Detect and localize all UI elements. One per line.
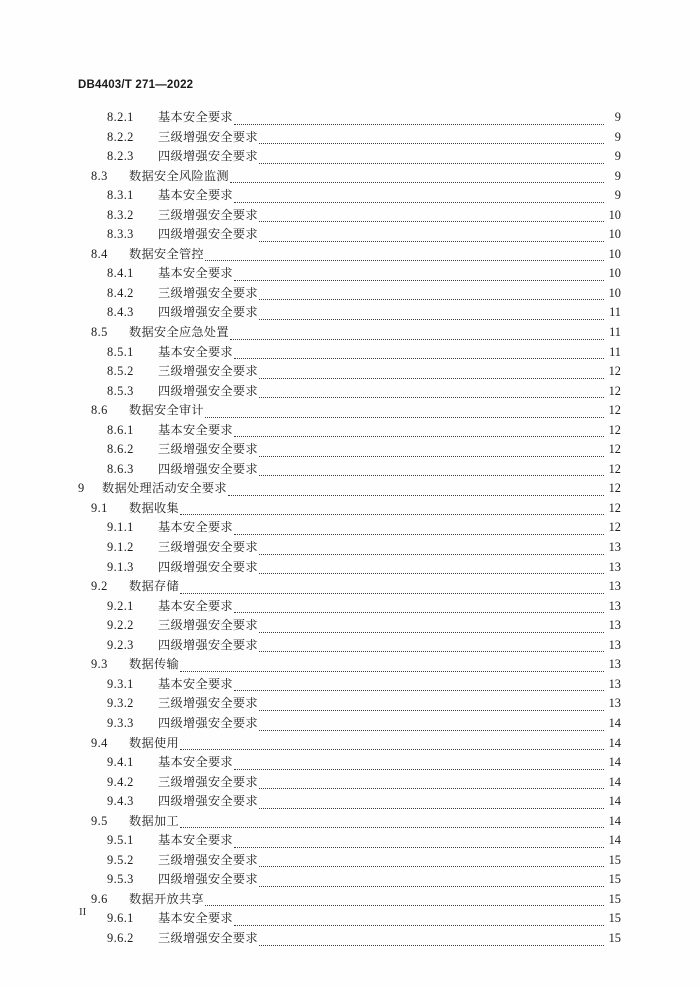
- toc-entry-number: 9.6: [91, 891, 108, 906]
- toc-entry-number: 9.1.3: [107, 559, 134, 574]
- toc-dot-leader: [259, 702, 604, 714]
- toc-dot-leader: [259, 878, 604, 890]
- toc-entry-page-number: 12: [608, 481, 621, 496]
- toc-entry-title: 数据使用: [129, 735, 179, 750]
- toc-entry-number: 9.5.1: [107, 833, 134, 848]
- toc-dot-leader: [228, 487, 604, 499]
- toc-dot-leader: [205, 252, 604, 264]
- toc-entry[interactable]: [0, 460, 700, 480]
- toc-dot-leader: [259, 155, 604, 167]
- toc-entry-page-number: 13: [608, 696, 621, 711]
- toc-dot-leader: [180, 741, 604, 753]
- toc-dot-leader: [234, 917, 604, 929]
- toc-entry-page-number: 11: [609, 344, 621, 359]
- toc-entry-page-number: 12: [608, 461, 621, 476]
- toc-entry-title: 三级增强安全要求: [158, 442, 258, 457]
- toc-entry-page-number: 9: [614, 129, 621, 144]
- toc-entry-title: 基本安全要求: [158, 755, 233, 770]
- toc-dot-leader: [259, 448, 604, 460]
- toc-entry-page-number: 14: [608, 755, 621, 770]
- toc-dot-leader: [259, 624, 604, 636]
- toc-entry-title: 三级增强安全要求: [158, 774, 258, 789]
- toc-entry[interactable]: [0, 812, 700, 832]
- toc-dot-leader: [234, 761, 604, 773]
- toc-dot-leader: [180, 506, 604, 518]
- toc-entry-page-number: 13: [608, 676, 621, 691]
- toc-dot-leader: [259, 233, 604, 245]
- toc-entry-title: 三级增强安全要求: [158, 930, 258, 945]
- toc-entry-page-number: 15: [608, 891, 621, 906]
- toc-entry-number: 8.3.3: [107, 227, 134, 242]
- toc-entry-page-number: 12: [608, 383, 621, 398]
- toc-entry-title: 数据处理活动安全要求: [102, 481, 227, 496]
- toc-entry-page-number: 12: [608, 364, 621, 379]
- toc-entry-number: 9.1.2: [107, 540, 134, 555]
- toc-entry-page-number: 15: [608, 911, 621, 926]
- toc-entry[interactable]: [0, 440, 700, 460]
- toc-entry-page-number: 10: [608, 285, 621, 300]
- toc-dot-leader: [234, 839, 604, 851]
- toc-entry-page-number: 14: [608, 794, 621, 809]
- toc-dot-leader: [205, 409, 604, 421]
- toc-entry-page-number: 10: [608, 207, 621, 222]
- toc-entry-number: 8.4: [91, 246, 108, 261]
- toc-entry-title: 三级增强安全要求: [158, 540, 258, 555]
- toc-entry-page-number: 13: [608, 540, 621, 555]
- toc-entry-number: 9.5.3: [107, 872, 134, 887]
- toc-entry-page-number: 9: [614, 188, 621, 203]
- toc-entry[interactable]: [0, 694, 700, 714]
- toc-entry-number: 8.3.2: [107, 207, 134, 222]
- toc-entry-title: 数据加工: [129, 813, 179, 828]
- toc-entry-page-number: 12: [608, 403, 621, 418]
- toc-entry-page-number: 13: [608, 559, 621, 574]
- toc-entry-title: 四级增强安全要求: [158, 559, 258, 574]
- toc-entry[interactable]: [0, 909, 700, 929]
- toc-entry-number: 9.2.1: [107, 598, 134, 613]
- toc-entry-title: 数据传输: [129, 657, 179, 672]
- toc-entry-number: 8.6.1: [107, 422, 134, 437]
- toc-entry[interactable]: [0, 851, 700, 871]
- toc-entry-number: 9.6.2: [107, 930, 134, 945]
- toc-entry[interactable]: [0, 147, 700, 167]
- toc-dot-leader: [180, 663, 604, 675]
- toc-entry[interactable]: [0, 558, 700, 578]
- toc-entry-page-number: 14: [608, 715, 621, 730]
- toc-entry[interactable]: [0, 108, 700, 128]
- toc-entry-number: 9.5.2: [107, 852, 134, 867]
- toc-dot-leader: [259, 800, 604, 812]
- toc-entry[interactable]: [0, 597, 700, 617]
- toc-entry-title: 四级增强安全要求: [158, 637, 258, 652]
- toc-entry-number: 8.5.3: [107, 383, 134, 398]
- toc-entry-number: 9.2: [91, 579, 108, 594]
- toc-entry-page-number: 9: [614, 168, 621, 183]
- toc-entry[interactable]: [0, 225, 700, 245]
- toc-entry-number: 9.4.1: [107, 755, 134, 770]
- toc-entry-page-number: 14: [608, 735, 621, 750]
- toc-entry-title: 基本安全要求: [158, 266, 233, 281]
- toc-entry-page-number: 14: [608, 813, 621, 828]
- toc-dot-leader: [230, 174, 604, 186]
- toc-dot-leader: [230, 331, 604, 343]
- toc-entry-number: 9.3.2: [107, 696, 134, 711]
- toc-dot-leader: [259, 546, 604, 558]
- toc-entry-title: 四级增强安全要求: [158, 149, 258, 164]
- toc-entry-page-number: 9: [614, 110, 621, 124]
- toc-entry[interactable]: [0, 128, 700, 148]
- toc-entry-page-number: 12: [608, 442, 621, 457]
- toc-dot-leader: [259, 780, 604, 792]
- toc-entry-title: 三级增强安全要求: [158, 696, 258, 711]
- toc-entry-page-number: 15: [608, 852, 621, 867]
- toc-entry-number: 9.6.1: [107, 911, 134, 926]
- toc-entry-page-number: 12: [608, 500, 621, 515]
- toc-entry-page-number: 11: [609, 325, 621, 340]
- toc-dot-leader: [259, 213, 604, 225]
- toc-dot-leader: [259, 135, 604, 147]
- toc-entry-title: 数据安全审计: [129, 403, 204, 418]
- toc-entry-title: 数据开放共享: [129, 891, 204, 906]
- toc-entry-title: 基本安全要求: [158, 520, 233, 535]
- toc-entry-page-number: 15: [608, 872, 621, 887]
- toc-entry-title: 四级增强安全要求: [158, 383, 258, 398]
- toc-entry[interactable]: [0, 616, 700, 636]
- toc-entry[interactable]: [0, 538, 700, 558]
- toc-entry[interactable]: [0, 245, 700, 265]
- toc-entry-title: 数据安全风险监测: [129, 168, 229, 183]
- toc-entry-page-number: 10: [608, 227, 621, 242]
- toc-entry[interactable]: [0, 264, 700, 284]
- toc-entry[interactable]: [0, 655, 700, 675]
- toc-entry[interactable]: [0, 206, 700, 226]
- toc-entry-title: 三级增强安全要求: [158, 618, 258, 633]
- running-header-standard-code: DB4403/T 271—2022: [78, 79, 194, 91]
- toc-entry-title: 三级增强安全要求: [158, 852, 258, 867]
- toc-entry-page-number: 10: [608, 246, 621, 261]
- toc-entry-title: 四级增强安全要求: [158, 305, 258, 320]
- toc-entry[interactable]: [0, 421, 700, 441]
- toc-entry[interactable]: [0, 734, 700, 754]
- toc-entry-number: 9: [78, 481, 85, 496]
- toc-entry-page-number: 11: [609, 305, 621, 320]
- toc-dot-leader: [259, 722, 604, 734]
- toc-entry[interactable]: [0, 636, 700, 656]
- toc-entry-page-number: 12: [608, 520, 621, 535]
- toc-dot-leader: [234, 116, 604, 128]
- toc-entry-number: 9.3.3: [107, 715, 134, 730]
- toc-entry-title: 基本安全要求: [158, 110, 233, 124]
- toc-entry-title: 基本安全要求: [158, 676, 233, 691]
- toc-entry-page-number: 10: [608, 266, 621, 281]
- toc-entry-number: 8.4.2: [107, 285, 134, 300]
- toc-entry[interactable]: [0, 284, 700, 304]
- toc-entry-number: 8.6: [91, 403, 108, 418]
- toc-entry-number: 8.2.1: [107, 110, 134, 124]
- toc-entry[interactable]: [0, 362, 700, 382]
- toc-entry-page-number: 14: [608, 774, 621, 789]
- toc-entry-title: 四级增强安全要求: [158, 227, 258, 242]
- toc-entry-title: 基本安全要求: [158, 422, 233, 437]
- toc-dot-leader: [205, 897, 604, 909]
- toc-entry-number: 9.1.1: [107, 520, 134, 535]
- toc-entry[interactable]: [0, 167, 700, 187]
- toc-entry-number: 8.4.1: [107, 266, 134, 281]
- toc-entry-page-number: 13: [608, 618, 621, 633]
- toc-entry-number: 8.3.1: [107, 188, 134, 203]
- toc-dot-leader: [259, 389, 604, 401]
- toc-entry[interactable]: [0, 890, 700, 910]
- toc-entry-title: 基本安全要求: [158, 598, 233, 613]
- toc-dot-leader: [180, 585, 604, 597]
- toc-entry-number: 8.2.2: [107, 129, 134, 144]
- toc-entry-page-number: 9: [614, 149, 621, 164]
- toc-entry-title: 数据安全管控: [129, 246, 204, 261]
- toc-entry-title: 数据安全应急处置: [129, 325, 229, 340]
- toc-entry-page-number: 13: [608, 579, 621, 594]
- toc-entry-title: 四级增强安全要求: [158, 794, 258, 809]
- toc-entry[interactable]: [0, 323, 700, 343]
- toc-entry[interactable]: [0, 831, 700, 851]
- toc-dot-leader: [234, 526, 604, 538]
- table-of-contents: [0, 108, 700, 949]
- toc-entry-title: 数据收集: [129, 500, 179, 515]
- toc-dot-leader: [259, 565, 604, 577]
- toc-entry[interactable]: [0, 773, 700, 793]
- toc-entry[interactable]: [0, 401, 700, 421]
- toc-entry-page-number: 13: [608, 657, 621, 672]
- toc-entry-number: 9.4: [91, 735, 108, 750]
- toc-entry-page-number: 13: [608, 637, 621, 652]
- toc-entry[interactable]: [0, 518, 700, 538]
- toc-entry-number: 8.6.2: [107, 442, 134, 457]
- toc-entry-title: 三级增强安全要求: [158, 129, 258, 144]
- toc-entry-title: 三级增强安全要求: [158, 207, 258, 222]
- toc-entry-number: 8.2.3: [107, 149, 134, 164]
- toc-entry-number: 8.4.3: [107, 305, 134, 320]
- toc-entry-number: 8.5: [91, 325, 108, 340]
- toc-entry-title: 四级增强安全要求: [158, 461, 258, 476]
- toc-entry-page-number: 13: [608, 598, 621, 613]
- toc-entry[interactable]: [0, 714, 700, 734]
- toc-dot-leader: [234, 428, 604, 440]
- toc-entry[interactable]: [0, 792, 700, 812]
- toc-entry-number: 9.1: [91, 500, 108, 515]
- toc-entry-page-number: 15: [608, 930, 621, 945]
- toc-entry[interactable]: [0, 499, 700, 519]
- toc-entry-page-number: 14: [608, 833, 621, 848]
- toc-entry-number: 9.2.2: [107, 618, 134, 633]
- toc-entry[interactable]: [0, 382, 700, 402]
- toc-dot-leader: [234, 682, 604, 694]
- toc-dot-leader: [234, 604, 604, 616]
- toc-dot-leader: [259, 467, 604, 479]
- toc-dot-leader: [180, 819, 604, 831]
- toc-entry-title: 三级增强安全要求: [158, 285, 258, 300]
- toc-entry[interactable]: [0, 753, 700, 773]
- toc-entry-title: 四级增强安全要求: [158, 872, 258, 887]
- page-number-footer: II: [79, 906, 87, 918]
- toc-entry-number: 9.3: [91, 657, 108, 672]
- toc-entry-page-number: 12: [608, 422, 621, 437]
- toc-dot-leader: [234, 272, 604, 284]
- toc-entry-title: 三级增强安全要求: [158, 364, 258, 379]
- toc-dot-leader: [234, 350, 604, 362]
- toc-entry[interactable]: [0, 479, 700, 499]
- toc-entry[interactable]: [0, 870, 700, 890]
- toc-entry-title: 基本安全要求: [158, 833, 233, 848]
- toc-entry-title: 数据存储: [129, 579, 179, 594]
- toc-entry[interactable]: [0, 675, 700, 695]
- toc-entry-title: 基本安全要求: [158, 344, 233, 359]
- toc-entry-number: 8.5.2: [107, 364, 134, 379]
- toc-dot-leader: [259, 858, 604, 870]
- toc-entry-number: 9.4.2: [107, 774, 134, 789]
- toc-dot-leader: [234, 194, 604, 206]
- toc-dot-leader: [259, 370, 604, 382]
- toc-entry[interactable]: [0, 929, 700, 949]
- toc-entry-title: 基本安全要求: [158, 188, 233, 203]
- toc-entry[interactable]: [0, 343, 700, 363]
- toc-entry[interactable]: [0, 577, 700, 597]
- toc-entry-number: 8.5.1: [107, 344, 134, 359]
- toc-entry-title: 四级增强安全要求: [158, 715, 258, 730]
- toc-dot-leader: [259, 937, 604, 949]
- toc-dot-leader: [259, 311, 604, 323]
- toc-entry[interactable]: [0, 186, 700, 206]
- toc-entry[interactable]: [0, 303, 700, 323]
- toc-dot-leader: [259, 643, 604, 655]
- toc-entry-number: 8.6.3: [107, 461, 134, 476]
- toc-entry-title: 基本安全要求: [158, 911, 233, 926]
- toc-entry-number: 9.3.1: [107, 676, 134, 691]
- toc-entry-number: 8.3: [91, 168, 108, 183]
- toc-entry-number: 9.2.3: [107, 637, 134, 652]
- toc-entry-number: 9.4.3: [107, 794, 134, 809]
- toc-entry-number: 9.5: [91, 813, 108, 828]
- toc-dot-leader: [259, 291, 604, 303]
